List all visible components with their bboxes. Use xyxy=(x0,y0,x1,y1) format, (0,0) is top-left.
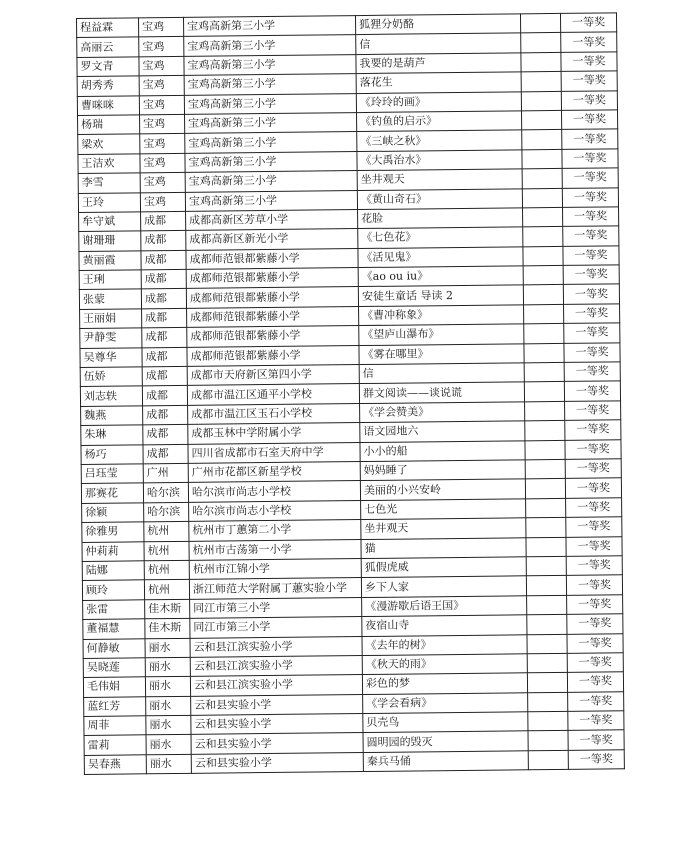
city-cell: 丽水 xyxy=(146,754,191,774)
school-cell: 云和县江滨实验小学 xyxy=(190,655,362,676)
school-cell: 宝鸡高新第三小学 xyxy=(183,16,355,37)
school-cell: 云和县江滨实验小学 xyxy=(190,636,362,657)
lesson-title-cell: 语文园地六 xyxy=(360,421,525,442)
blank-cell xyxy=(528,731,568,751)
teacher-name-cell: 杨瑞 xyxy=(78,115,140,135)
award-level-cell: 一等奖 xyxy=(565,478,621,498)
blank-cell xyxy=(524,304,564,324)
school-cell: 杭州市丁蕙第二小学 xyxy=(189,520,361,541)
award-level-cell: 一等奖 xyxy=(564,362,620,382)
city-cell: 成都 xyxy=(143,405,188,425)
school-cell: 宝鸡高新第三小学 xyxy=(185,113,357,134)
school-cell: 宝鸡高新第三小学 xyxy=(184,93,356,114)
city-cell: 丽水 xyxy=(145,677,190,697)
lesson-title-cell: 《活见鬼》 xyxy=(358,247,523,268)
school-cell: 成都师范银都紫藤小学 xyxy=(187,326,359,347)
lesson-title-cell: 《去年的树》 xyxy=(362,634,527,655)
award-level-cell: 一等奖 xyxy=(561,71,617,91)
teacher-name-cell: 牟守斌 xyxy=(79,212,141,232)
school-cell: 宝鸡高新第三小学 xyxy=(184,54,356,75)
teacher-name-cell: 王洁欢 xyxy=(78,154,140,174)
teacher-name-cell: 张雷 xyxy=(83,600,145,620)
teacher-name-cell: 那赛花 xyxy=(81,483,143,503)
award-level-cell: 一等奖 xyxy=(567,614,623,634)
blank-cell xyxy=(522,130,562,150)
school-cell: 成都师范银都紫藤小学 xyxy=(186,287,358,308)
blank-cell xyxy=(527,653,567,673)
teacher-name-cell: 董福慧 xyxy=(83,619,145,639)
award-table-body xyxy=(77,13,625,775)
lesson-title-cell: 《学会看病》 xyxy=(363,692,528,713)
teacher-name-cell: 吴尊华 xyxy=(80,347,142,367)
award-level-cell: 一等奖 xyxy=(562,168,618,188)
school-cell: 哈尔滨市尚志小学校 xyxy=(188,481,360,502)
city-cell: 广州 xyxy=(143,463,188,483)
award-level-cell: 一等奖 xyxy=(566,498,622,518)
award-level-cell: 一等奖 xyxy=(565,439,621,459)
award-level-cell: 一等奖 xyxy=(568,691,624,711)
teacher-name-cell: 仲莉莉 xyxy=(82,541,144,561)
city-cell: 丽水 xyxy=(146,715,191,735)
school-cell: 宝鸡高新第三小学 xyxy=(185,190,357,211)
teacher-name-cell: 毛伟娟 xyxy=(83,677,145,697)
award-level-cell: 一等奖 xyxy=(563,284,619,304)
blank-cell xyxy=(521,52,561,72)
lesson-title-cell: 七色光 xyxy=(361,499,526,520)
teacher-name-cell: 张蒙 xyxy=(79,289,141,309)
teacher-name-cell: 程益霖 xyxy=(77,18,139,38)
award-level-cell: 一等奖 xyxy=(564,381,620,401)
blank-cell xyxy=(523,265,563,285)
award-level-cell: 一等奖 xyxy=(561,110,617,130)
city-cell: 成都 xyxy=(141,269,186,289)
blank-cell xyxy=(528,692,568,712)
blank-cell xyxy=(524,343,564,363)
award-level-cell: 一等奖 xyxy=(566,517,622,537)
teacher-name-cell: 王琍 xyxy=(79,270,141,290)
blank-cell xyxy=(527,634,567,654)
city-cell: 杭州 xyxy=(144,522,189,542)
school-cell: 云和县实验小学 xyxy=(191,714,363,735)
city-cell: 宝鸡 xyxy=(140,172,185,192)
teacher-name-cell: 雷莉 xyxy=(84,735,146,755)
teacher-name-cell: 胡秀秀 xyxy=(77,76,139,96)
lesson-title-cell: 夜宿山寺 xyxy=(362,615,527,636)
school-cell: 同江市第三小学 xyxy=(190,617,362,638)
award-level-cell: 一等奖 xyxy=(560,13,616,33)
teacher-name-cell: 罗文青 xyxy=(77,57,139,77)
blank-cell xyxy=(522,188,562,208)
school-cell: 四川省成都市石室天府中学 xyxy=(188,442,360,463)
lesson-title-cell: 妈妈睡了 xyxy=(360,460,525,481)
school-cell: 成都高新区芳草小学 xyxy=(186,209,358,230)
blank-cell xyxy=(528,750,568,770)
city-cell: 宝鸡 xyxy=(140,114,185,134)
school-cell: 宝鸡高新第三小学 xyxy=(185,151,357,172)
blank-cell xyxy=(524,362,564,382)
lesson-title-cell: 《学会赞美》 xyxy=(360,402,525,423)
teacher-name-cell: 吴晓莲 xyxy=(83,658,145,678)
school-cell: 云和县江滨实验小学 xyxy=(190,675,362,696)
award-level-cell: 一等奖 xyxy=(561,90,617,110)
teacher-name-cell: 魏燕 xyxy=(81,406,143,426)
lesson-title-cell: 《ao ou iu》 xyxy=(358,266,523,287)
lesson-title-cell: 《黄山奇石》 xyxy=(357,188,522,209)
lesson-title-cell: 猫 xyxy=(361,537,526,558)
teacher-name-cell: 陆娜 xyxy=(82,561,144,581)
award-level-cell: 一等奖 xyxy=(565,459,621,479)
lesson-title-cell: 《玲玲的画》 xyxy=(356,91,521,112)
school-cell: 成都师范银都紫藤小学 xyxy=(186,268,358,289)
school-cell: 成都玉林中学附属小学 xyxy=(188,423,360,444)
teacher-name-cell: 吴春燕 xyxy=(84,755,146,775)
blank-cell xyxy=(520,13,560,33)
award-level-cell: 一等奖 xyxy=(566,556,622,576)
city-cell: 杭州 xyxy=(144,541,189,561)
city-cell: 宝鸡 xyxy=(140,134,185,154)
city-cell: 宝鸡 xyxy=(140,153,185,173)
school-cell: 云和县实验小学 xyxy=(191,733,363,754)
lesson-title-cell: 贝壳鸟 xyxy=(363,712,528,733)
blank-cell xyxy=(525,459,565,479)
lesson-title-cell: 秦兵马俑 xyxy=(363,751,528,772)
lesson-title-cell: 落花生 xyxy=(356,72,521,93)
award-level-cell: 一等奖 xyxy=(567,672,623,692)
city-cell: 成都 xyxy=(141,250,186,270)
blank-cell xyxy=(526,498,566,518)
blank-cell xyxy=(521,72,561,92)
blank-cell xyxy=(521,33,561,53)
school-cell: 杭州市江锦小学 xyxy=(189,558,361,579)
award-level-cell: 一等奖 xyxy=(561,32,617,52)
award-list-sheet xyxy=(76,15,616,775)
school-cell: 宝鸡高新第三小学 xyxy=(184,35,356,56)
city-cell: 哈尔滨 xyxy=(144,502,189,522)
city-cell: 丽水 xyxy=(146,735,191,755)
city-cell: 佳木斯 xyxy=(145,599,190,619)
lesson-title-cell: 《七色花》 xyxy=(358,227,523,248)
blank-cell xyxy=(527,673,567,693)
award-table xyxy=(76,12,625,775)
teacher-name-cell: 曹咪咪 xyxy=(77,95,139,115)
award-level-cell: 一等奖 xyxy=(567,595,623,615)
teacher-name-cell: 杨巧 xyxy=(81,444,143,464)
award-level-cell: 一等奖 xyxy=(564,342,620,362)
award-level-cell: 一等奖 xyxy=(564,304,620,324)
lesson-title-cell: 彩色的梦 xyxy=(362,673,527,694)
school-cell: 成都市温江区通平小学校 xyxy=(187,384,359,405)
award-level-cell: 一等奖 xyxy=(563,207,619,227)
school-cell: 宝鸡高新第三小学 xyxy=(185,132,357,153)
school-cell: 云和县实验小学 xyxy=(191,752,363,773)
award-level-cell: 一等奖 xyxy=(565,420,621,440)
lesson-title-cell: 群文阅读——谈说谎 xyxy=(359,382,524,403)
teacher-name-cell: 刘志轶 xyxy=(80,386,142,406)
lesson-title-cell: 《秋天的雨》 xyxy=(362,654,527,675)
blank-cell xyxy=(525,440,565,460)
city-cell: 成都 xyxy=(141,211,186,231)
blank-cell xyxy=(526,576,566,596)
city-cell: 成都 xyxy=(142,366,187,386)
school-cell: 成都高新区新光小学 xyxy=(186,229,358,250)
city-cell: 成都 xyxy=(141,231,186,251)
lesson-title-cell: 《雾在哪里》 xyxy=(359,343,524,364)
lesson-title-cell: 小小的船 xyxy=(360,440,525,461)
school-cell: 成都市天府新区第四小学 xyxy=(187,365,359,386)
lesson-title-cell: 花脸 xyxy=(358,208,523,229)
lesson-title-cell: 乡下人家 xyxy=(361,576,526,597)
blank-cell xyxy=(525,401,565,421)
city-cell: 佳木斯 xyxy=(145,618,190,638)
school-cell: 云和县实验小学 xyxy=(191,694,363,715)
school-cell: 宝鸡高新第三小学 xyxy=(185,171,357,192)
lesson-title-cell: 信 xyxy=(359,363,524,384)
lesson-title-cell: 圆明园的毁灭 xyxy=(363,731,528,752)
city-cell: 丽水 xyxy=(145,638,190,658)
blank-cell xyxy=(525,479,565,499)
lesson-title-cell: 信 xyxy=(356,33,521,54)
lesson-title-cell: 《漫游歇后语王国》 xyxy=(362,596,527,617)
school-cell: 同江市第三小学 xyxy=(190,597,362,618)
teacher-name-cell: 蓝红芳 xyxy=(84,696,146,716)
award-level-cell: 一等奖 xyxy=(562,149,618,169)
teacher-name-cell: 王丽娟 xyxy=(80,309,142,329)
blank-cell xyxy=(523,207,563,227)
city-cell: 宝鸡 xyxy=(140,192,185,212)
blank-cell xyxy=(521,91,561,111)
blank-cell xyxy=(524,324,564,344)
lesson-title-cell: 《曹冲称象》 xyxy=(359,305,524,326)
teacher-name-cell: 朱琳 xyxy=(81,425,143,445)
school-cell: 宝鸡高新第三小学 xyxy=(184,74,356,95)
award-level-cell: 一等奖 xyxy=(561,52,617,72)
city-cell: 杭州 xyxy=(144,580,189,600)
teacher-name-cell: 徐雅男 xyxy=(82,522,144,542)
blank-cell xyxy=(522,169,562,189)
blank-cell xyxy=(523,246,563,266)
teacher-name-cell: 黄丽霞 xyxy=(79,251,141,271)
city-cell: 宝鸡 xyxy=(139,17,184,37)
award-level-cell: 一等奖 xyxy=(565,401,621,421)
award-level-cell: 一等奖 xyxy=(564,323,620,343)
teacher-name-cell: 李雪 xyxy=(78,173,140,193)
blank-cell xyxy=(527,595,567,615)
lesson-title-cell: 《望庐山瀑布》 xyxy=(359,324,524,345)
teacher-name-cell: 谢珊珊 xyxy=(79,231,141,251)
lesson-title-cell: 狐狸分奶酪 xyxy=(355,14,520,35)
teacher-name-cell: 顾玲 xyxy=(82,580,144,600)
school-cell: 哈尔滨市尚志小学校 xyxy=(189,500,361,521)
school-cell: 广州市花都区新星学校 xyxy=(188,462,360,483)
blank-cell xyxy=(524,382,564,402)
city-cell: 成都 xyxy=(142,386,187,406)
teacher-name-cell: 高丽云 xyxy=(77,37,139,57)
lesson-title-cell: 《大禹治水》 xyxy=(357,150,522,171)
award-level-cell: 一等奖 xyxy=(567,653,623,673)
award-level-cell: 一等奖 xyxy=(566,575,622,595)
award-level-cell: 一等奖 xyxy=(568,730,624,750)
teacher-name-cell: 尹静雯 xyxy=(80,328,142,348)
award-level-cell: 一等奖 xyxy=(563,265,619,285)
school-cell: 成都市温江区玉石小学校 xyxy=(188,403,360,424)
teacher-name-cell: 梁欢 xyxy=(78,134,140,154)
lesson-title-cell: 《钓鱼的启示》 xyxy=(357,111,522,132)
lesson-title-cell: 坐井观天 xyxy=(361,518,526,539)
school-cell: 杭州市古荡第一小学 xyxy=(189,539,361,560)
city-cell: 哈尔滨 xyxy=(143,483,188,503)
lesson-title-cell: 美丽的小兴安岭 xyxy=(360,479,525,500)
lesson-title-cell: 安徒生童话 导读 2 xyxy=(358,285,523,306)
blank-cell xyxy=(523,227,563,247)
blank-cell xyxy=(526,518,566,538)
award-level-cell: 一等奖 xyxy=(562,187,618,207)
blank-cell xyxy=(523,285,563,305)
blank-cell xyxy=(528,711,568,731)
city-cell: 丽水 xyxy=(146,696,191,716)
city-cell: 成都 xyxy=(142,347,187,367)
award-level-cell: 一等奖 xyxy=(562,129,618,149)
award-level-cell: 一等奖 xyxy=(563,226,619,246)
teacher-name-cell: 吕珏莹 xyxy=(81,464,143,484)
blank-cell xyxy=(526,537,566,557)
teacher-name-cell: 何静敏 xyxy=(83,638,145,658)
award-level-cell: 一等奖 xyxy=(568,750,624,770)
award-level-cell: 一等奖 xyxy=(567,633,623,653)
city-cell: 成都 xyxy=(143,444,188,464)
city-cell: 成都 xyxy=(142,328,187,348)
blank-cell xyxy=(522,149,562,169)
award-level-cell: 一等奖 xyxy=(568,711,624,731)
school-cell: 成都师范银都紫藤小学 xyxy=(186,248,358,269)
city-cell: 宝鸡 xyxy=(139,37,184,57)
teacher-name-cell: 伍娇 xyxy=(80,367,142,387)
school-cell: 成都师范银都紫藤小学 xyxy=(187,306,359,327)
school-cell: 成都师范银都紫藤小学 xyxy=(187,345,359,366)
blank-cell xyxy=(521,110,561,130)
lesson-title-cell: 《三峡之秋》 xyxy=(357,130,522,151)
city-cell: 宝鸡 xyxy=(139,56,184,76)
lesson-title-cell: 狐假虎威 xyxy=(361,557,526,578)
blank-cell xyxy=(527,615,567,635)
blank-cell xyxy=(525,421,565,441)
city-cell: 宝鸡 xyxy=(139,95,184,115)
teacher-name-cell: 王玲 xyxy=(78,192,140,212)
award-level-cell: 一等奖 xyxy=(566,536,622,556)
teacher-name-cell: 徐颖 xyxy=(82,503,144,523)
award-level-cell: 一等奖 xyxy=(563,246,619,266)
city-cell: 成都 xyxy=(142,308,187,328)
city-cell: 杭州 xyxy=(144,560,189,580)
city-cell: 成都 xyxy=(143,425,188,445)
teacher-name-cell: 周菲 xyxy=(84,716,146,736)
lesson-title-cell: 我要的是葫芦 xyxy=(356,53,521,74)
blank-cell xyxy=(526,556,566,576)
lesson-title-cell: 坐井观天 xyxy=(357,169,522,190)
school-cell: 浙江师范大学附属丁蕙实验小学 xyxy=(189,578,361,599)
city-cell: 成都 xyxy=(141,289,186,309)
city-cell: 宝鸡 xyxy=(139,76,184,96)
city-cell: 丽水 xyxy=(145,657,190,677)
